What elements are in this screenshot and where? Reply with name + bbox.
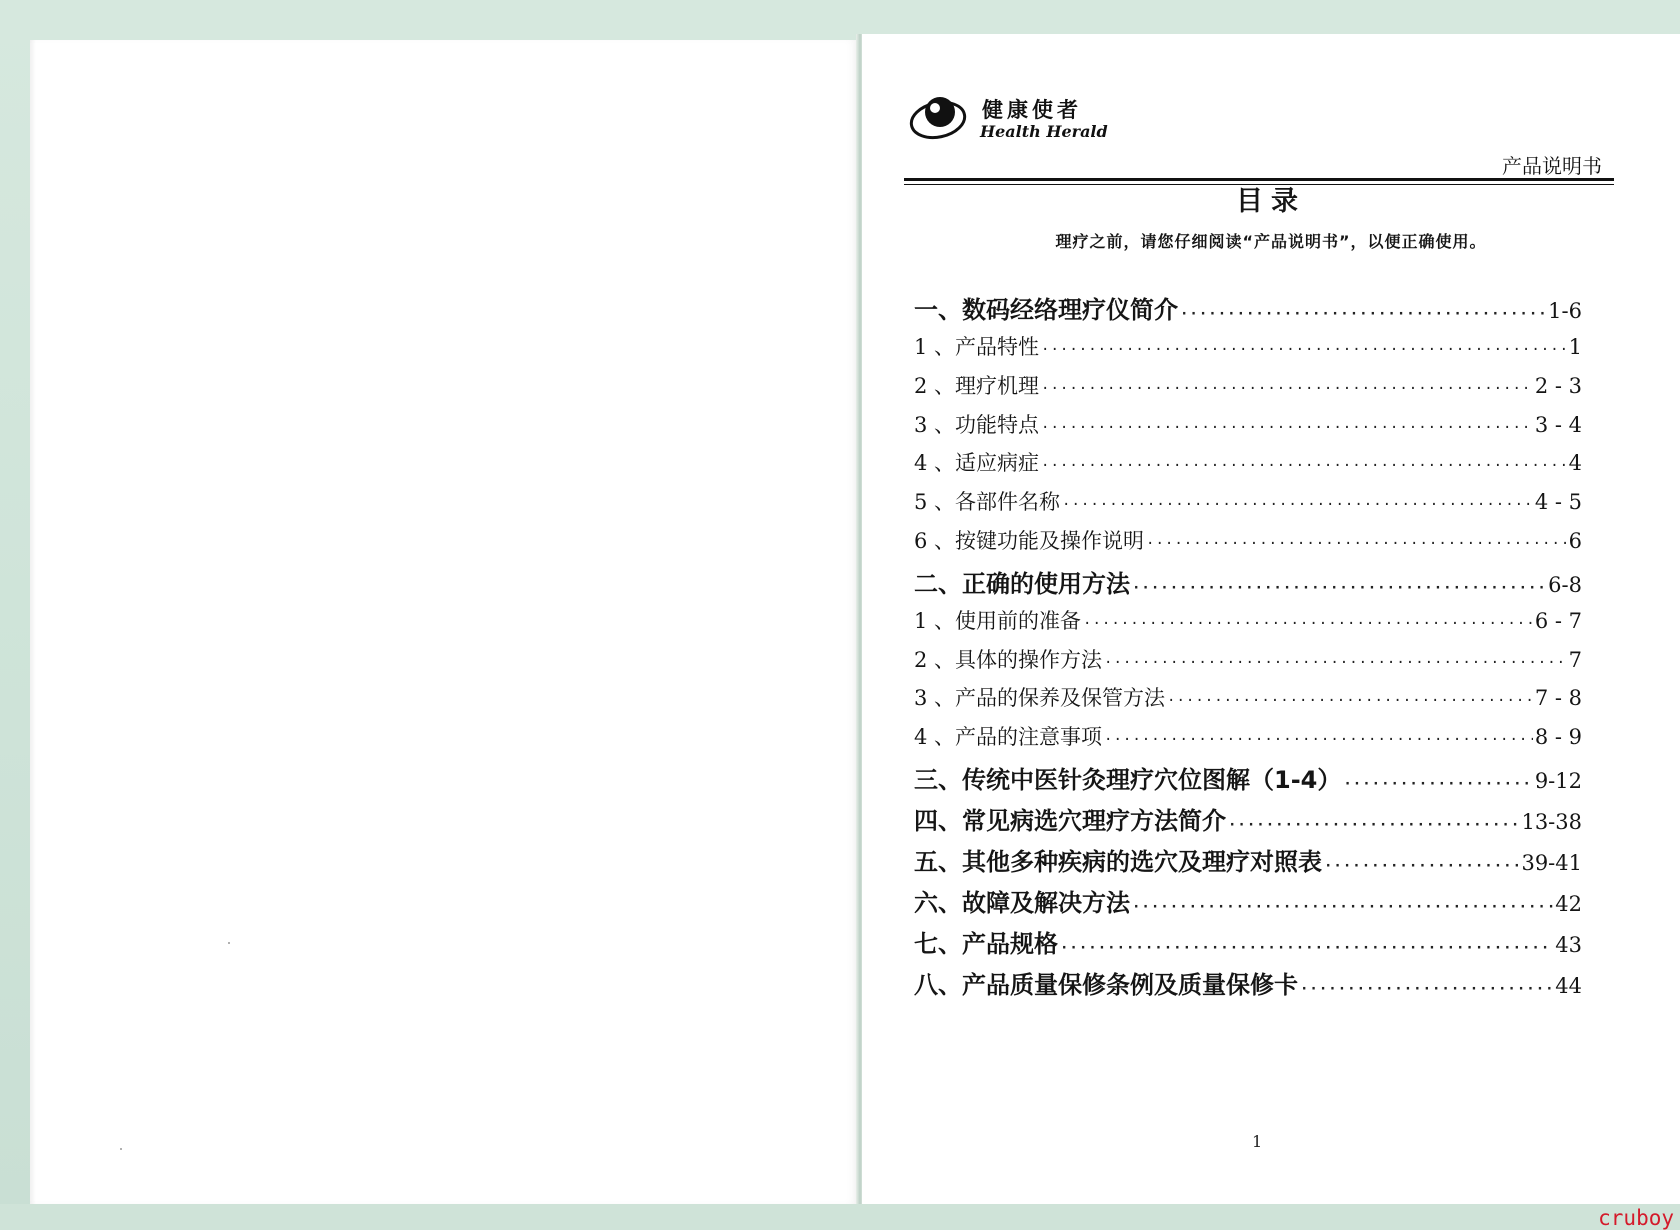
toc-dot-leader bbox=[1083, 609, 1533, 633]
brand-name-en: Health Herald bbox=[980, 122, 1108, 141]
toc-dot-leader bbox=[1324, 848, 1519, 876]
left-blank-page bbox=[30, 40, 858, 1204]
toc-heading: 目录 bbox=[1236, 186, 1306, 217]
paper-speck bbox=[228, 942, 230, 944]
toc-dot-leader bbox=[1132, 889, 1553, 917]
toc-section-entry bbox=[914, 965, 1582, 1006]
toc-dot-leader bbox=[1060, 930, 1553, 958]
toc-entry-label: 二、正确的使用方法 bbox=[914, 569, 1130, 598]
toc-dot-leader bbox=[1041, 451, 1567, 475]
toc-entry-pages: 7 - 8 bbox=[1534, 686, 1582, 711]
toc-entry-label: 四、常见病选穴理疗方法简介 bbox=[914, 806, 1226, 835]
toc-dot-leader bbox=[1062, 490, 1533, 514]
toc-section-entry bbox=[914, 801, 1582, 842]
toc-entry-pages: 6-8 bbox=[1548, 572, 1582, 597]
toc-section-entry bbox=[914, 883, 1582, 924]
toc-entry-pages: 3 - 4 bbox=[1534, 412, 1582, 437]
toc-subsection-entry bbox=[914, 331, 1582, 370]
toc-entry-pages: 2 - 3 bbox=[1534, 373, 1582, 398]
toc-entry-label: 4 、产品的注意事项 bbox=[914, 725, 1103, 750]
toc-subsection-entry bbox=[914, 682, 1582, 721]
toc-dot-leader bbox=[1104, 725, 1533, 749]
toc-entry-pages: 43 bbox=[1555, 932, 1582, 957]
toc-dot-leader bbox=[1343, 766, 1532, 794]
toc-entry-pages: 8 - 9 bbox=[1534, 725, 1582, 750]
toc-subsection-entry bbox=[914, 525, 1582, 564]
toc-entry-label: 1 、产品特性 bbox=[914, 335, 1040, 359]
paper-speck bbox=[120, 1148, 122, 1150]
toc-section-entry bbox=[914, 924, 1582, 965]
toc-dot-leader bbox=[1132, 570, 1546, 598]
toc-entry-pages: 4 - 5 bbox=[1534, 490, 1582, 515]
table-of-contents bbox=[914, 290, 1582, 1006]
scanner-watermark: cruboy bbox=[1598, 1206, 1674, 1230]
toc-entry-pages: 6 - 7 bbox=[1534, 608, 1582, 633]
toc-subsection-entry bbox=[914, 644, 1582, 683]
brand-name-cn: 健康使者 bbox=[982, 98, 1082, 122]
toc-entry-label: 3 、功能特点 bbox=[914, 412, 1040, 437]
toc-subsection-entry bbox=[914, 486, 1582, 525]
toc-subsection-entry bbox=[914, 605, 1582, 644]
toc-subsection-entry bbox=[914, 370, 1582, 409]
toc-entry-label: 一、数码经络理疗仪简介 bbox=[914, 296, 1178, 324]
toc-entry-label: 6 、按键功能及操作说明 bbox=[914, 528, 1145, 553]
toc-subsection-entry bbox=[914, 447, 1582, 486]
toc-entry-pages: 42 bbox=[1555, 891, 1582, 916]
toc-entry-label: 2 、具体的操作方法 bbox=[914, 647, 1103, 672]
toc-dot-leader bbox=[1180, 296, 1546, 324]
toc-section-entry bbox=[914, 842, 1582, 883]
document-title: 产品说明书 bbox=[1502, 154, 1602, 178]
toc-entry-pages: 44 bbox=[1555, 973, 1582, 998]
toc-entry-label: 六、故障及解决方法 bbox=[914, 888, 1130, 917]
toc-entry-pages: 1 bbox=[1568, 335, 1582, 359]
page-header bbox=[904, 86, 1614, 186]
toc-dot-leader bbox=[1041, 413, 1533, 437]
toc-subsection-entry bbox=[914, 721, 1582, 760]
toc-note: 理疗之前，请您仔细阅读“产品说明书”，以便正确使用。 bbox=[1055, 232, 1487, 251]
toc-entry-label: 5 、各部件名称 bbox=[914, 490, 1061, 515]
toc-section-entry bbox=[914, 564, 1582, 605]
toc-dot-leader bbox=[1228, 807, 1519, 835]
toc-entry-pages: 7 bbox=[1568, 647, 1582, 672]
toc-entry-pages: 1-6 bbox=[1548, 299, 1582, 323]
toc-entry-label: 3 、产品的保养及保管方法 bbox=[914, 686, 1166, 711]
toc-entry-label: 五、其他多种疾病的选穴及理疗对照表 bbox=[914, 847, 1322, 876]
toc-entry-label: 4 、适应病症 bbox=[914, 451, 1040, 476]
toc-entry-pages: 4 bbox=[1568, 451, 1582, 476]
toc-dot-leader bbox=[1300, 971, 1553, 999]
toc-dot-leader bbox=[1167, 686, 1533, 710]
toc-dot-leader bbox=[1041, 374, 1533, 398]
toc-dot-leader bbox=[1146, 529, 1567, 553]
toc-dot-leader bbox=[1104, 648, 1567, 672]
toc-section-entry bbox=[914, 760, 1582, 801]
toc-entry-label: 八、产品质量保修条例及质量保修卡 bbox=[914, 970, 1298, 999]
toc-entry-label: 2 、理疗机理 bbox=[914, 373, 1040, 398]
page-number: 1 bbox=[1252, 1132, 1263, 1151]
toc-entry-pages: 6 bbox=[1568, 528, 1582, 553]
toc-entry-label: 1 、使用前的准备 bbox=[914, 608, 1082, 633]
toc-entry-pages: 13-38 bbox=[1521, 809, 1582, 834]
health-herald-logo-icon bbox=[908, 90, 970, 146]
toc-dot-leader bbox=[1041, 335, 1567, 359]
toc-entry-label: 三、传统中医针灸理疗穴位图解（1-4） bbox=[914, 765, 1342, 794]
toc-section-entry bbox=[914, 290, 1582, 331]
toc-entry-label: 七、产品规格 bbox=[914, 929, 1058, 958]
toc-page bbox=[862, 34, 1680, 1230]
toc-entry-pages: 39-41 bbox=[1521, 850, 1582, 875]
toc-subsection-entry bbox=[914, 409, 1582, 448]
toc-entry-pages: 9-12 bbox=[1534, 768, 1582, 793]
